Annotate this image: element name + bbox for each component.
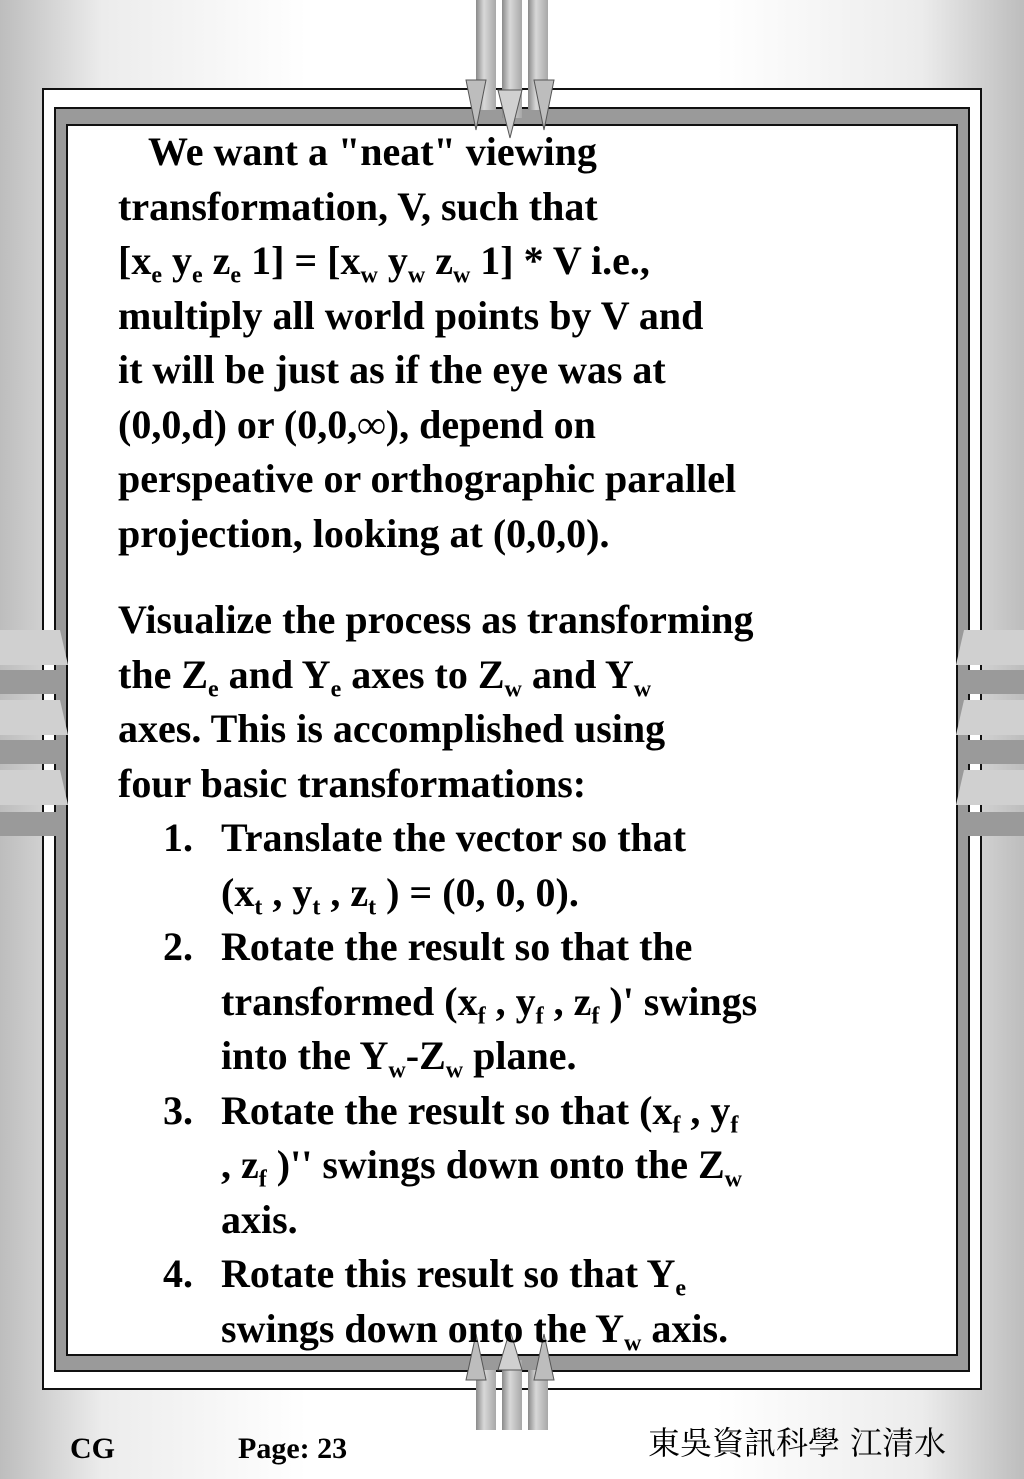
list-item <box>118 811 888 920</box>
text-line: Rotate this result so that $Y_e$ <box>221 1251 687 1302</box>
text-line: perspeative or orthographic parallel <box>118 456 737 501</box>
text-line: it will be just as if the eye was at <box>118 347 666 392</box>
text-line: into the $Y_w-Z_w$ plane. <box>221 1033 577 1084</box>
list-item <box>118 1247 888 1356</box>
text-line: axis. <box>221 1196 298 1242</box>
slide-body-text <box>118 125 888 1356</box>
text-line: the $Z_e$ and $Y_e$ axes to $Z_w$ and $Y_w$ <box>118 651 652 702</box>
text-line: four basic transformations: <box>118 760 587 806</box>
text-line: multiply all world points by V and <box>118 292 704 338</box>
text-line: Rotate the result so that the <box>221 924 693 969</box>
list-item <box>118 920 888 1084</box>
footer-course: CG <box>70 1432 115 1465</box>
text-line: Translate the vector so that <box>221 815 687 860</box>
footer-page-number: Page: 23 <box>238 1432 348 1465</box>
list-number: 3. <box>163 1087 193 1133</box>
text-line: [$x_e$ $y_e$ $z_e$ $1] = [x_w$ $y_w$ $z_w$ 1] * V i.e., <box>118 238 650 289</box>
decorative-tabs-left <box>0 630 70 850</box>
text-line: ($x_t$ , $y_t$ , $z_t$ ) = (0, 0, 0). <box>221 869 579 920</box>
text-line: Visualize the process as transforming <box>118 597 754 642</box>
text-line: swings down onto the $Y_w$ axis. <box>221 1305 729 1356</box>
text-line: , $z_f$ )'' swings down onto the $Z_w$ <box>221 1142 742 1193</box>
list-number: 1. <box>163 815 193 860</box>
text-line: axes. This is accomplished using <box>118 706 666 751</box>
text-line: projection, looking at (0,0,0). <box>118 510 610 556</box>
text-line: (0,0,d) or (0,0,∞), depend on <box>118 401 596 447</box>
text-line: We want a "neat" viewing <box>148 129 597 174</box>
list-number: 4. <box>163 1251 193 1296</box>
list-number: 2. <box>163 924 193 969</box>
footer-author: 東吳資訊科學 江清水 <box>648 1424 947 1462</box>
text-line: transformation, V, such that <box>118 183 598 229</box>
text-line: Rotate the result so that ($x_f$ , $y_f$ <box>221 1087 739 1138</box>
decorative-tabs-right <box>954 630 1024 850</box>
text-line: transformed ($x_f$ , $y_f$ , $z_f$ )' swings <box>221 978 758 1029</box>
list-item <box>118 1084 888 1248</box>
